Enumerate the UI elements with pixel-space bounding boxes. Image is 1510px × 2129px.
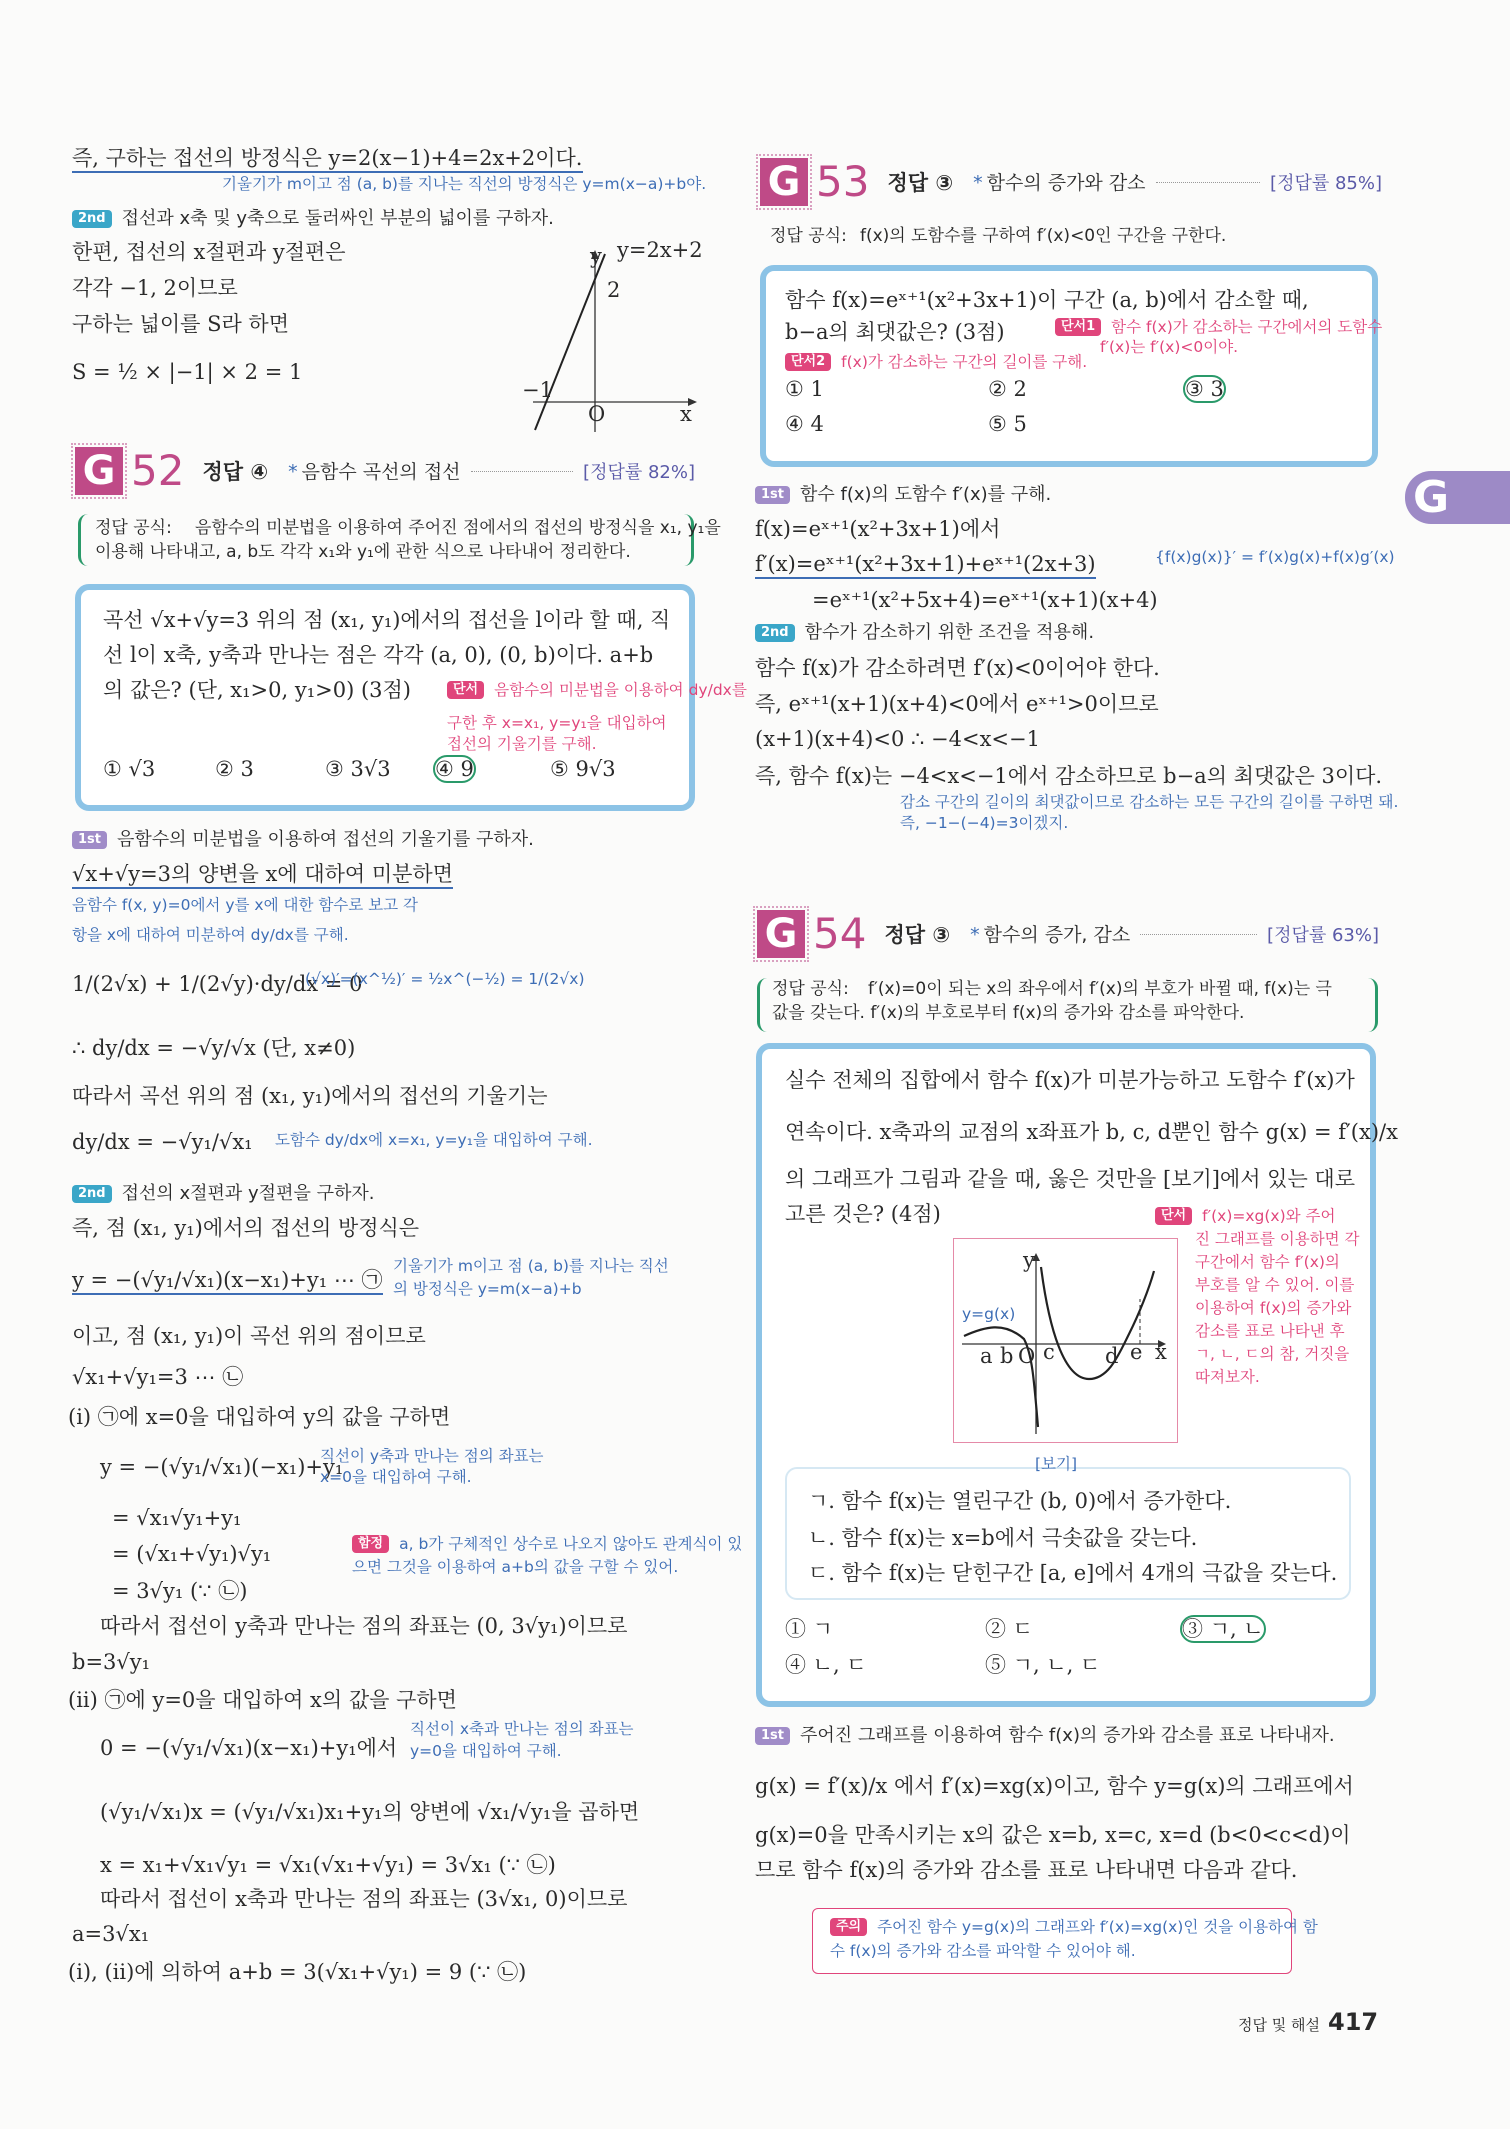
hint — [1195, 1368, 1260, 1387]
choice-2-text: ② 3 — [215, 757, 254, 781]
tag-badge: 단서1 — [1055, 318, 1101, 336]
choice-4-correct — [435, 757, 474, 782]
graph-label — [962, 1305, 1015, 1324]
choice-4-text: ④ 4 — [785, 412, 824, 436]
text-line-text: 한편, 접선의 x절편과 y절편은 — [72, 240, 346, 264]
solution-line-text: g(x)=0을 만족시키는 x의 값은 x=b, x=c, x=d (b<0<c<d)이 — [755, 1823, 1351, 1847]
hint — [447, 714, 667, 733]
graph-label-text: c — [1043, 1340, 1055, 1364]
graph-tangent-line — [523, 242, 698, 434]
formula-text — [95, 542, 631, 562]
text-line — [72, 276, 238, 301]
solution-line-text: 0 = −(√y₁/√x₁)(x−x₁)+y₁에서 — [100, 1736, 398, 1760]
formula-label — [770, 226, 847, 246]
note — [410, 1742, 562, 1761]
note-text: 음함수 f(x, y)=0에서 y를 x에 대한 함수로 보고 각 — [72, 896, 419, 914]
text-line — [72, 312, 289, 337]
tag-badge: 함정 — [352, 1535, 389, 1553]
formula-label — [772, 979, 849, 999]
topic: * 함수의 증가, 감소 — [970, 920, 1130, 947]
hint-text: 구한 후 x=x₁, y=y₁을 대입하여 — [447, 714, 667, 732]
problem-line-text: 선 l이 x축, y축과 만나는 점은 각각 (a, 0), (0, b)이다. a+b — [103, 643, 654, 667]
choice-3-correct — [1185, 377, 1224, 402]
topic: * 함수의 증가와 감소 — [973, 168, 1145, 195]
solution-line-text: 므로 함수 f(x)의 증가와 감소를 표로 나타내면 다음과 같다. — [755, 1858, 1298, 1882]
warning-text — [830, 1918, 1318, 1937]
tag-badge: 단서 — [447, 681, 484, 699]
text-line — [72, 240, 346, 265]
step-1st-text: 주어진 그래프를 이용하여 함수 f(x)의 증가와 감소를 표로 나타내자. — [800, 1725, 1335, 1746]
hint — [1195, 1299, 1351, 1318]
hint — [447, 681, 747, 700]
problem-line-text: 곡선 √x+√y=3 위의 점 (x₁, y₁)에서의 접선을 l이라 할 때, 직 — [103, 608, 671, 632]
solution-line-text: (i), (ii)에 의하여 a+b = 3(√x₁+√y₁) = 9 (∵ ㉡) — [68, 1960, 527, 1984]
step-1st — [755, 1725, 1335, 1747]
solution-line — [72, 862, 453, 889]
formula-text-text: f(x)의 도함수를 구하여 f′(x)<0인 구간을 구한다. — [860, 226, 1227, 246]
step-1st-text: 함수 f(x)의 도함수 f′(x)를 구해. — [800, 484, 1052, 505]
note-text: 기울기가 m이고 점 (a, b)를 지나는 직선 — [393, 1257, 669, 1275]
tip-text — [352, 1535, 742, 1554]
step-2nd — [72, 1183, 374, 1205]
bogi-item-text: ㄴ. 함수 f(x)는 x=b에서 극솟값을 갖는다. — [808, 1526, 1198, 1550]
solution-line — [72, 1036, 355, 1061]
formula-text — [195, 518, 721, 538]
intro-line-text: 즉, 구하는 접선의 방정식은 y=2(x−1)+4=2x+2이다. — [72, 146, 583, 170]
choice-3 — [325, 757, 391, 782]
solution-line — [72, 1216, 419, 1241]
solution-line — [100, 1614, 627, 1639]
graph-label — [588, 402, 605, 427]
note — [72, 896, 418, 915]
solution-line-text: 즉, eˣ⁺¹(x+1)(x+4)<0에서 eˣ⁺¹>0이므로 — [755, 692, 1159, 716]
solution-line-text: y = −(√y₁/√x₁)(x−x₁)+y₁ ⋯ ㉠ — [72, 1268, 383, 1292]
hint-text: 진 그래프를 이용하면 각 — [1195, 1230, 1360, 1248]
warning-text — [830, 1942, 1136, 1961]
graph-label — [607, 278, 620, 303]
formula-label-text: 정답 공식: — [770, 226, 847, 246]
note — [393, 1257, 669, 1276]
correct-rate: [정답률 63%] — [1267, 924, 1379, 946]
choice-4-correct-text: ④ 9 — [435, 757, 474, 781]
hint — [1195, 1276, 1354, 1295]
solution-line — [112, 1579, 247, 1604]
footer-label: 정답 및 해설 — [1238, 2016, 1320, 2034]
solution-line — [755, 1774, 1354, 1799]
problem-line-text: 연속이다. x축과의 교점의 x좌표가 b, c, d뿐인 함수 g(x) = f′(x)/x — [785, 1120, 1398, 1144]
solution-line — [72, 1084, 547, 1109]
answer: 정답 ③ — [884, 922, 951, 947]
solution-line — [755, 692, 1159, 717]
note — [1155, 548, 1395, 567]
formula-text-text: 이용해 나타내고, a, b도 각각 x₁와 y₁에 관한 식으로 나타내어 정리한다. — [95, 542, 631, 562]
graph-label-text: x — [1155, 1340, 1167, 1364]
solution-line-text: x = x₁+√x₁√y₁ = √x₁(√x₁+√y₁) = 3√x₁ (∵ ㉡) — [100, 1853, 556, 1877]
hint-text: 함수 f(x)가 감소하는 구간에서의 도함수 — [1111, 318, 1383, 336]
hint — [1195, 1230, 1360, 1249]
solution-line-text: √x₁+√y₁=3 ⋯ ㉡ — [72, 1365, 244, 1389]
solution-line-text: (x+1)(x+4)<0 ∴ −4<x<−1 — [755, 727, 1040, 751]
solution-line-text: ∴ dy/dx = −√y/√x (단, x≠0) — [72, 1036, 356, 1060]
tag-badge: 1st — [755, 1727, 790, 1745]
graph-label — [1130, 1340, 1142, 1365]
choice-1 — [103, 757, 155, 782]
choice-4 — [785, 412, 824, 437]
solution-line — [68, 1960, 526, 1985]
solution-line-text: =eˣ⁺¹(x²+5x+4)=eˣ⁺¹(x+1)(x+4) — [812, 588, 1158, 612]
question-number: 52 — [131, 446, 185, 495]
note-text: 감소 구간의 길이의 최댓값이므로 감소하는 모든 구간의 길이를 구하면 돼. — [900, 793, 1399, 811]
step-2nd-text: 함수가 감소하기 위한 조건을 적용해. — [804, 622, 1095, 643]
graph-label-text: e — [1130, 1340, 1143, 1364]
tip-text-text: 으면 그것을 이용하여 a+b의 값을 구할 수 있어. — [352, 1558, 679, 1576]
solution-line — [812, 588, 1158, 613]
solution-line — [100, 1853, 556, 1878]
hint-text: f′(x)는 f′(x)<0이야. — [1100, 338, 1239, 356]
note — [900, 793, 1398, 812]
choice-4 — [785, 1653, 867, 1678]
solution-line — [68, 1405, 450, 1430]
graph-label-text: y=g(x) — [962, 1305, 1016, 1323]
topic: * 음함수 곡선의 접선 — [288, 457, 460, 484]
tip-text — [352, 1558, 678, 1577]
chapter-side-tab — [1405, 471, 1510, 524]
graph-g-of-x — [954, 1239, 1177, 1442]
hint-text: 따져보자. — [1195, 1368, 1260, 1386]
solution-line-text: 함수 f(x)가 감소하려면 f′(x)<0이어야 한다. — [755, 656, 1160, 680]
hint-text: 감소를 표로 나타낸 후 — [1195, 1322, 1345, 1340]
solution-line — [100, 1455, 343, 1480]
correct-rate: [정답률 82%] — [583, 461, 695, 483]
formula-label-text: 정답 공식: — [772, 979, 849, 999]
question-52-header — [75, 446, 695, 495]
step-2nd — [72, 208, 554, 230]
problem-line-text: 실수 전체의 집합에서 함수 f(x)가 미분가능하고 도함수 f′(x)가 — [785, 1068, 1355, 1092]
choice-2 — [988, 377, 1027, 402]
warning-text-text: 주어진 함수 y=g(x)의 그래프와 f′(x)=xg(x)인 것을 이용하여 함 — [877, 1918, 1318, 1936]
text-line-text: 구하는 넓이를 S라 하면 — [72, 312, 289, 336]
graph-label-text: d — [1105, 1344, 1119, 1368]
note — [222, 175, 706, 194]
step-1st — [755, 484, 1051, 506]
note — [72, 926, 349, 945]
solution-line-text: f(x)=eˣ⁺¹(x²+3x+1)에서 — [755, 517, 1001, 541]
hint-text: 이용하여 f(x)의 증가와 — [1195, 1299, 1352, 1317]
solution-line-text: a=3√x₁ — [72, 1922, 150, 1946]
solution-line-text: 이고, 점 (x₁, y₁)이 곡선 위의 점이므로 — [72, 1324, 426, 1348]
tag-badge: 2nd — [72, 1185, 112, 1203]
warning-text-text: 수 f(x)의 증가와 감소를 파악할 수 있어야 해. — [830, 1942, 1136, 1960]
page-number: 417 — [1328, 2008, 1379, 2036]
problem-line — [785, 1202, 941, 1227]
choice-4-text: ④ ㄴ, ㄷ — [785, 1653, 867, 1677]
tag-badge: 2nd — [755, 624, 795, 642]
graph-label — [1105, 1344, 1118, 1369]
choice-1 — [785, 1617, 833, 1642]
bogi-title-text: [보기] — [1035, 1455, 1078, 1473]
step-1st-text: 음함수의 미분법을 이용하여 접선의 기울기를 구하자. — [117, 829, 534, 850]
note-text: 직선이 x축과 만나는 점의 좌표는 — [410, 1720, 634, 1738]
graph-label-text: y=2x+2 — [617, 238, 703, 262]
problem-line-text: 의 값은? (단, x₁>0, y₁>0) (3점) — [103, 678, 412, 702]
problem-line — [785, 320, 1005, 345]
problem-line — [103, 678, 411, 703]
choice-3-text: ③ 3√3 — [325, 757, 391, 781]
solution-line-text: 즉, 점 (x₁, y₁)에서의 접선의 방정식은 — [72, 1216, 420, 1240]
hint — [785, 353, 1087, 372]
solution-line — [72, 1130, 253, 1155]
graph-label — [1000, 1344, 1013, 1369]
graph-label — [980, 1344, 993, 1369]
solution-line-text: √x+√y=3의 양변을 x에 대하여 미분하면 — [72, 862, 453, 886]
choice-2 — [985, 1617, 1033, 1642]
tag-badge: 1st — [755, 486, 790, 504]
graph-label — [590, 244, 602, 269]
note-text: x=0을 대입하여 구해. — [320, 1468, 472, 1486]
problem-line-text: b−a의 최댓값은? (3점) — [785, 320, 1005, 344]
problem-line-text: 함수 f(x)=eˣ⁺¹(x²+3x+1)이 구간 (a, b)에서 감소할 때, — [785, 288, 1309, 312]
formula-label — [95, 518, 172, 538]
graph-label — [1155, 1340, 1167, 1365]
bogi-item — [808, 1526, 1197, 1551]
tip-text-text: a, b가 구체적인 상수로 나오지 않아도 관계식이 있 — [399, 1535, 743, 1553]
solution-line-text: (√y₁/√x₁)x = (√y₁/√x₁)x₁+y₁의 양변에 √x₁/√y₁을 곱하면 — [100, 1800, 640, 1824]
graph-label-text: y — [1023, 1248, 1035, 1272]
g-badge: G — [757, 910, 805, 958]
tag-badge: 2nd — [72, 210, 112, 228]
solution-line — [72, 1324, 426, 1349]
note — [320, 1447, 544, 1466]
problem-line — [785, 1167, 1355, 1192]
solution-line — [755, 656, 1160, 681]
hint-text: f′(x)=xg(x)와 주어 — [1202, 1207, 1336, 1225]
hint-text: ㄱ, ㄴ, ㄷ의 참, 거짓을 — [1195, 1345, 1350, 1363]
note-text: (√x)′=(x^½)′ = ½x^(−½) = 1/(2√x) — [305, 970, 585, 988]
note — [275, 1131, 593, 1150]
formula-text-text: 값을 갖는다. f′(x)의 부호로부터 f(x)의 증가와 감소를 파악한다. — [772, 1003, 1245, 1023]
note — [393, 1280, 582, 1299]
tag-badge: 1st — [72, 831, 107, 849]
side-tab-label: G — [1413, 472, 1450, 523]
formula-text — [868, 979, 1332, 999]
solution-line-text: f′(x)=eˣ⁺¹(x²+3x+1)+eˣ⁺¹(2x+3) — [755, 552, 1096, 576]
solution-line-text: 따라서 접선이 x축과 만나는 점의 좌표는 (3√x₁, 0)이므로 — [100, 1887, 628, 1911]
solution-line — [100, 1736, 397, 1761]
solution-line-text: 따라서 접선이 y축과 만나는 점의 좌표는 (0, 3√y₁)이므로 — [100, 1614, 628, 1638]
note-text: 즉, −1−(−4)=3이겠지. — [900, 814, 1069, 832]
hint-text: f(x)가 감소하는 구간의 길이를 구해. — [841, 353, 1088, 371]
hint — [1100, 338, 1238, 357]
formula-line-text: S = ½ × |−1| × 2 = 1 — [72, 360, 303, 384]
bogi-item — [808, 1489, 1231, 1514]
hint — [1195, 1253, 1340, 1272]
choice-5 — [988, 412, 1027, 437]
choice-1-text: ① ㄱ — [785, 1617, 833, 1641]
hint-text: 부호를 알 수 있어. 이를 — [1195, 1276, 1355, 1294]
hint — [1195, 1322, 1345, 1341]
g-badge: G — [75, 447, 123, 495]
graph-label-text: a — [980, 1344, 993, 1368]
solution-line-text: dy/dx = −√y₁/√x₁ — [72, 1130, 253, 1154]
choice-5-text: ⑤ 5 — [988, 412, 1027, 436]
intro-line — [72, 146, 583, 173]
problem-line — [785, 288, 1309, 313]
tag-badge: 주의 — [830, 1918, 867, 1936]
solution-line-text: = (√x₁+√y₁)√y₁ — [112, 1542, 272, 1566]
hint-text: 구간에서 함수 f′(x)의 — [1195, 1253, 1340, 1271]
note — [410, 1720, 634, 1739]
question-number: 53 — [816, 157, 870, 206]
graph-label — [617, 238, 703, 263]
solution-line — [755, 1823, 1351, 1848]
graph-label — [1018, 1344, 1035, 1369]
solution-line — [72, 1268, 383, 1295]
choice-5 — [985, 1653, 1100, 1678]
solution-line-text: y = −(√y₁/√x₁)(−x₁)+y₁ — [100, 1455, 344, 1479]
question-54-header — [757, 909, 1379, 958]
note-text: 직선이 y축과 만나는 점의 좌표는 — [320, 1447, 544, 1465]
bogi-item-text: ㄷ. 함수 f(x)는 닫힌구간 [a, e]에서 4개의 극값을 갖는다. — [808, 1561, 1338, 1585]
problem-line-text: 의 그래프가 그림과 같을 때, 옳은 것만을 [보기]에서 있는 대로 — [785, 1167, 1356, 1191]
graph-label-text: y — [590, 244, 602, 268]
hint — [447, 735, 597, 754]
text-line-text: 각각 −1, 2이므로 — [72, 276, 238, 300]
formula-line — [72, 360, 302, 385]
tag-badge: 단서 — [1155, 1207, 1192, 1225]
graph-g-box — [953, 1238, 1178, 1443]
hint — [1155, 1207, 1335, 1226]
step-1st — [72, 829, 534, 851]
step-2nd — [755, 622, 1094, 644]
hint-text: 접선의 기울기를 구해. — [447, 735, 597, 753]
question-53-header — [760, 157, 1382, 206]
choice-2-text: ② ㄷ — [985, 1617, 1033, 1641]
formula-label-text: 정답 공식: — [95, 518, 172, 538]
solution-line — [72, 1365, 243, 1390]
solution-line-text: (ii) ㉠에 y=0을 대입하여 x의 값을 구하면 — [68, 1688, 457, 1712]
note — [900, 814, 1068, 833]
formula-text-text: 음함수의 미분법을 이용하여 주어진 점에서의 접선의 방정식을 x₁, y₁을 — [195, 518, 721, 538]
solution-line-text: 1/(2√x) + 1/(2√y)·dy/dx = 0 — [72, 972, 363, 996]
choice-3-correct — [1182, 1617, 1264, 1642]
solution-line — [72, 1922, 149, 1947]
page-footer — [1238, 2008, 1378, 2036]
graph-label-text: O — [588, 402, 606, 426]
choice-1 — [785, 377, 824, 402]
answer: 정답 ④ — [202, 459, 269, 484]
g-badge: G — [760, 158, 808, 206]
solution-line-text: = √x₁√y₁+y₁ — [112, 1506, 242, 1530]
graph-label-text: b — [1000, 1344, 1014, 1368]
solution-line — [72, 1650, 150, 1675]
graph-label — [1023, 1248, 1035, 1273]
graph-label — [1043, 1340, 1055, 1365]
note-text: 도함수 dy/dx에 x=x₁, y=y₁을 대입하여 구해. — [275, 1131, 593, 1149]
problem-line — [103, 608, 670, 633]
note — [320, 1468, 472, 1487]
solution-line — [100, 1800, 639, 1825]
choice-3-correct-text: ③ 3 — [1185, 377, 1224, 401]
formula-text-text: f′(x)=0이 되는 x의 좌우에서 f′(x)의 부호가 바뀔 때, f(x)는 극 — [868, 979, 1332, 999]
solution-line — [755, 517, 1000, 542]
graph-label — [680, 402, 692, 427]
note-text: 의 방정식은 y=m(x−a)+b — [393, 1280, 582, 1298]
problem-line — [103, 643, 653, 668]
solution-line-text: 따라서 곡선 위의 점 (x₁, y₁)에서의 접선의 기울기는 — [72, 1084, 548, 1108]
note-text: 기울기가 m이고 점 (a, b)를 지나는 직선의 방정식은 y=m(x−a)+b야. — [222, 175, 707, 193]
note-text: {f(x)g(x)}′ = f′(x)g(x)+f(x)g′(x) — [1155, 548, 1395, 566]
solution-line — [755, 552, 1096, 579]
problem-line-text: 고른 것은? (4점) — [785, 1202, 941, 1226]
choice-2-text: ② 2 — [988, 377, 1027, 401]
formula-text — [772, 1003, 1244, 1023]
problem-line — [785, 1068, 1355, 1093]
solution-line-text: (i) ㉠에 x=0을 대입하여 y의 값을 구하면 — [68, 1405, 451, 1429]
choice-5 — [550, 757, 616, 782]
graph-label-text: O — [1018, 1344, 1036, 1368]
solution-line — [755, 1858, 1297, 1883]
problem-line — [785, 1120, 1398, 1145]
answer: 정답 ③ — [887, 170, 954, 195]
choice-1-text: ① 1 — [785, 377, 824, 401]
choice-5-text: ⑤ ㄱ, ㄴ, ㄷ — [985, 1653, 1101, 1677]
step-2nd-text: 접선의 x절편과 y절편을 구하자. — [121, 1183, 375, 1204]
choice-5-text: ⑤ 9√3 — [550, 757, 616, 781]
correct-rate: [정답률 85%] — [1270, 172, 1382, 194]
bogi-item — [808, 1561, 1337, 1586]
choice-2 — [215, 757, 254, 782]
step-2nd-text: 접선과 x축 및 y축으로 둘러싸인 부분의 넓이를 구하자. — [121, 208, 554, 229]
note-text: 항을 x에 대하여 미분하여 dy/dx를 구해. — [72, 926, 349, 944]
solution-line-text: b=3√y₁ — [72, 1650, 151, 1674]
solution-line-text: g(x) = f′(x)/x 에서 f′(x)=xg(x)이고, 함수 y=g(x)의 그래프에서 — [755, 1774, 1354, 1798]
formula-text — [860, 226, 1226, 246]
choice-1-text: ① √3 — [103, 757, 156, 781]
solution-line — [100, 1887, 627, 1912]
choice-3-correct-text: ③ ㄱ, ㄴ — [1182, 1617, 1264, 1641]
note-text: y=0을 대입하여 구해. — [410, 1742, 562, 1760]
bogi-title — [1035, 1455, 1077, 1474]
solution-line — [755, 727, 1040, 752]
graph-label-text: 2 — [607, 278, 621, 302]
graph-label — [522, 378, 553, 403]
solution-line-text: = 3√y₁ (∵ ㉡) — [112, 1579, 248, 1603]
graph-label-text: x — [680, 402, 692, 426]
solution-line — [68, 1688, 457, 1713]
solution-line — [755, 764, 1382, 789]
hint — [1055, 318, 1382, 337]
solution-line-text: 즉, 함수 f(x)는 −4<x<−1에서 감소하므로 b−a의 최댓값은 3이다. — [755, 764, 1383, 788]
graph-label-text: −1 — [522, 378, 553, 402]
tag-badge: 단서2 — [785, 353, 831, 371]
solution-line — [112, 1542, 271, 1567]
note — [305, 970, 585, 989]
solution-line — [112, 1506, 241, 1531]
bogi-item-text: ㄱ. 함수 f(x)는 열린구간 (b, 0)에서 증가한다. — [808, 1489, 1232, 1513]
question-number: 54 — [813, 909, 867, 958]
hint — [1195, 1345, 1349, 1364]
hint-text: 음함수의 미분법을 이용하여 dy/dx를 — [494, 681, 747, 699]
